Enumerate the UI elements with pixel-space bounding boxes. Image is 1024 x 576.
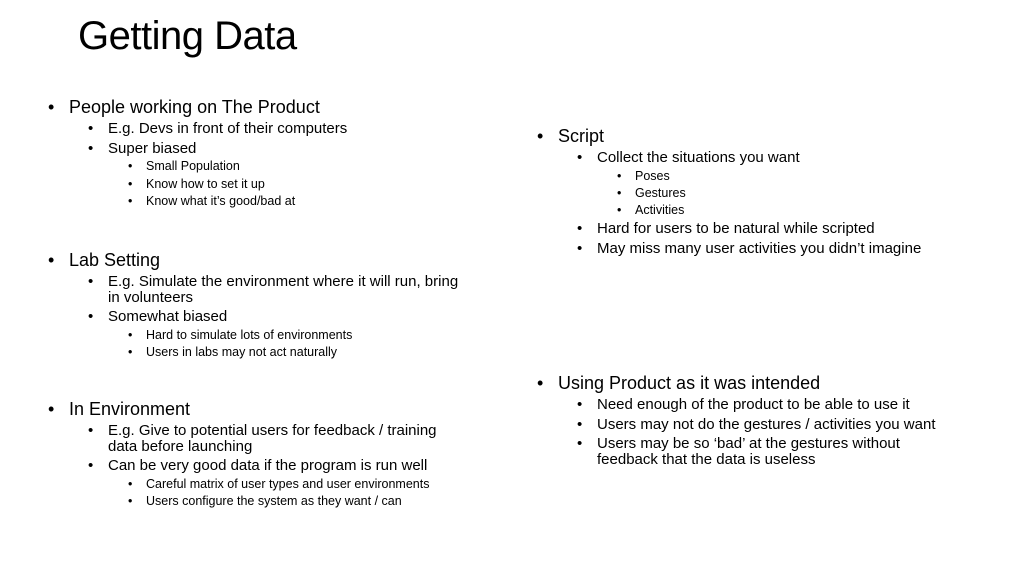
bullet-icon: • [128, 159, 133, 174]
bullet-item [48, 251, 488, 270]
sub-bullet-text: Gestures [635, 185, 686, 200]
sub-bullet-item [128, 329, 488, 342]
slide-title: Getting Data [78, 14, 297, 58]
bullet-text: E.g. Simulate the environment where it will run, bring in volunteers [108, 272, 459, 306]
bullet-icon: • [617, 202, 622, 217]
group-heading: People working on The Product [69, 97, 320, 117]
bullet-icon: • [128, 328, 133, 343]
bullet-text: Super biased [108, 139, 197, 157]
sub-bullet-item [617, 204, 997, 217]
right-group-script [537, 127, 997, 257]
sub-bullet-text: Poses [635, 168, 670, 183]
sub-bullet-text: Users in labs may not act naturally [146, 345, 338, 360]
bullet-text: Somewhat biased [108, 308, 228, 326]
bullet-icon: • [88, 139, 94, 157]
left-group-people [48, 98, 488, 208]
sub-bullet-text: Careful matrix of user types and user environments [146, 477, 430, 492]
bullet-text: Users may not do the gestures / activities you want [597, 415, 936, 433]
bullet-item [577, 417, 937, 433]
bullet-item [577, 221, 997, 237]
group-heading: Using Product as it was intended [558, 373, 821, 393]
bullet-item [537, 127, 997, 146]
bullet-item [88, 274, 468, 306]
bullet-item [88, 121, 488, 137]
sub-bullet-text: Users configure the system as they want / can [146, 494, 402, 509]
group-heading: In Environment [69, 399, 191, 419]
bullet-icon: • [577, 239, 583, 257]
bullet-item [88, 309, 488, 325]
sub-bullet-item [617, 170, 997, 183]
bullet-item [48, 400, 488, 419]
bullet-icon: • [128, 176, 133, 191]
bullet-item [88, 423, 438, 455]
bullet-icon: • [128, 345, 133, 360]
sub-bullet-text: Know how to set it up [146, 176, 265, 191]
sub-bullet-item [128, 478, 488, 491]
bullet-text: Need enough of the product to be able to use it [597, 395, 910, 413]
bullet-icon: • [48, 399, 55, 419]
left-group-environment [48, 400, 488, 508]
bullet-text: May miss many user activities you didn’t imagine [597, 239, 922, 257]
sub-bullet-text: Hard to simulate lots of environments [146, 328, 353, 343]
bullet-text: Hard for users to be natural while scripted [597, 220, 875, 238]
sub-bullet-item [128, 195, 488, 208]
bullet-icon: • [577, 395, 583, 413]
bullet-item [48, 98, 488, 117]
bullet-icon: • [577, 220, 583, 238]
bullet-text: Collect the situations you want [597, 148, 800, 166]
bullet-text: E.g. Devs in front of their computers [108, 119, 348, 137]
bullet-icon: • [537, 126, 544, 146]
bullet-icon: • [128, 494, 133, 509]
sub-bullet-text: Activities [635, 202, 685, 217]
bullet-icon: • [537, 373, 544, 393]
left-group-lab [48, 251, 488, 359]
bullet-item [88, 141, 488, 157]
bullet-icon: • [577, 435, 583, 453]
bullet-text: E.g. Give to potential users for feedback / training data before launching [108, 421, 437, 455]
sub-bullet-item [128, 346, 488, 359]
right-group-using-product [537, 374, 997, 468]
sub-bullet-text: Know what it’s good/bad at [146, 193, 296, 208]
bullet-icon: • [48, 250, 55, 270]
bullet-icon: • [577, 415, 583, 433]
sub-bullet-item [128, 160, 488, 173]
bullet-icon: • [617, 168, 622, 183]
bullet-icon: • [88, 457, 94, 475]
group-heading: Lab Setting [69, 250, 161, 270]
sub-bullet-item [617, 187, 997, 200]
bullet-icon: • [128, 477, 133, 492]
bullet-item [577, 397, 997, 413]
group-heading: Script [558, 126, 605, 146]
bullet-icon: • [88, 119, 94, 137]
bullet-icon: • [128, 193, 133, 208]
bullet-icon: • [577, 148, 583, 166]
bullet-item [577, 241, 997, 257]
sub-bullet-item [128, 178, 488, 191]
bullet-item [577, 436, 942, 468]
bullet-icon: • [88, 421, 94, 439]
bullet-text: Can be very good data if the program is run well [108, 457, 428, 475]
bullet-icon: • [617, 185, 622, 200]
bullet-icon: • [88, 308, 94, 326]
bullet-icon: • [48, 97, 55, 117]
bullet-item [88, 458, 488, 474]
bullet-item [537, 374, 997, 393]
sub-bullet-text: Small Population [146, 159, 240, 174]
bullet-item [577, 150, 997, 166]
sub-bullet-item [128, 495, 488, 508]
bullet-text: Users may be so ‘bad’ at the gestures without feedback that the data is useless [597, 435, 900, 469]
bullet-icon: • [88, 272, 94, 290]
